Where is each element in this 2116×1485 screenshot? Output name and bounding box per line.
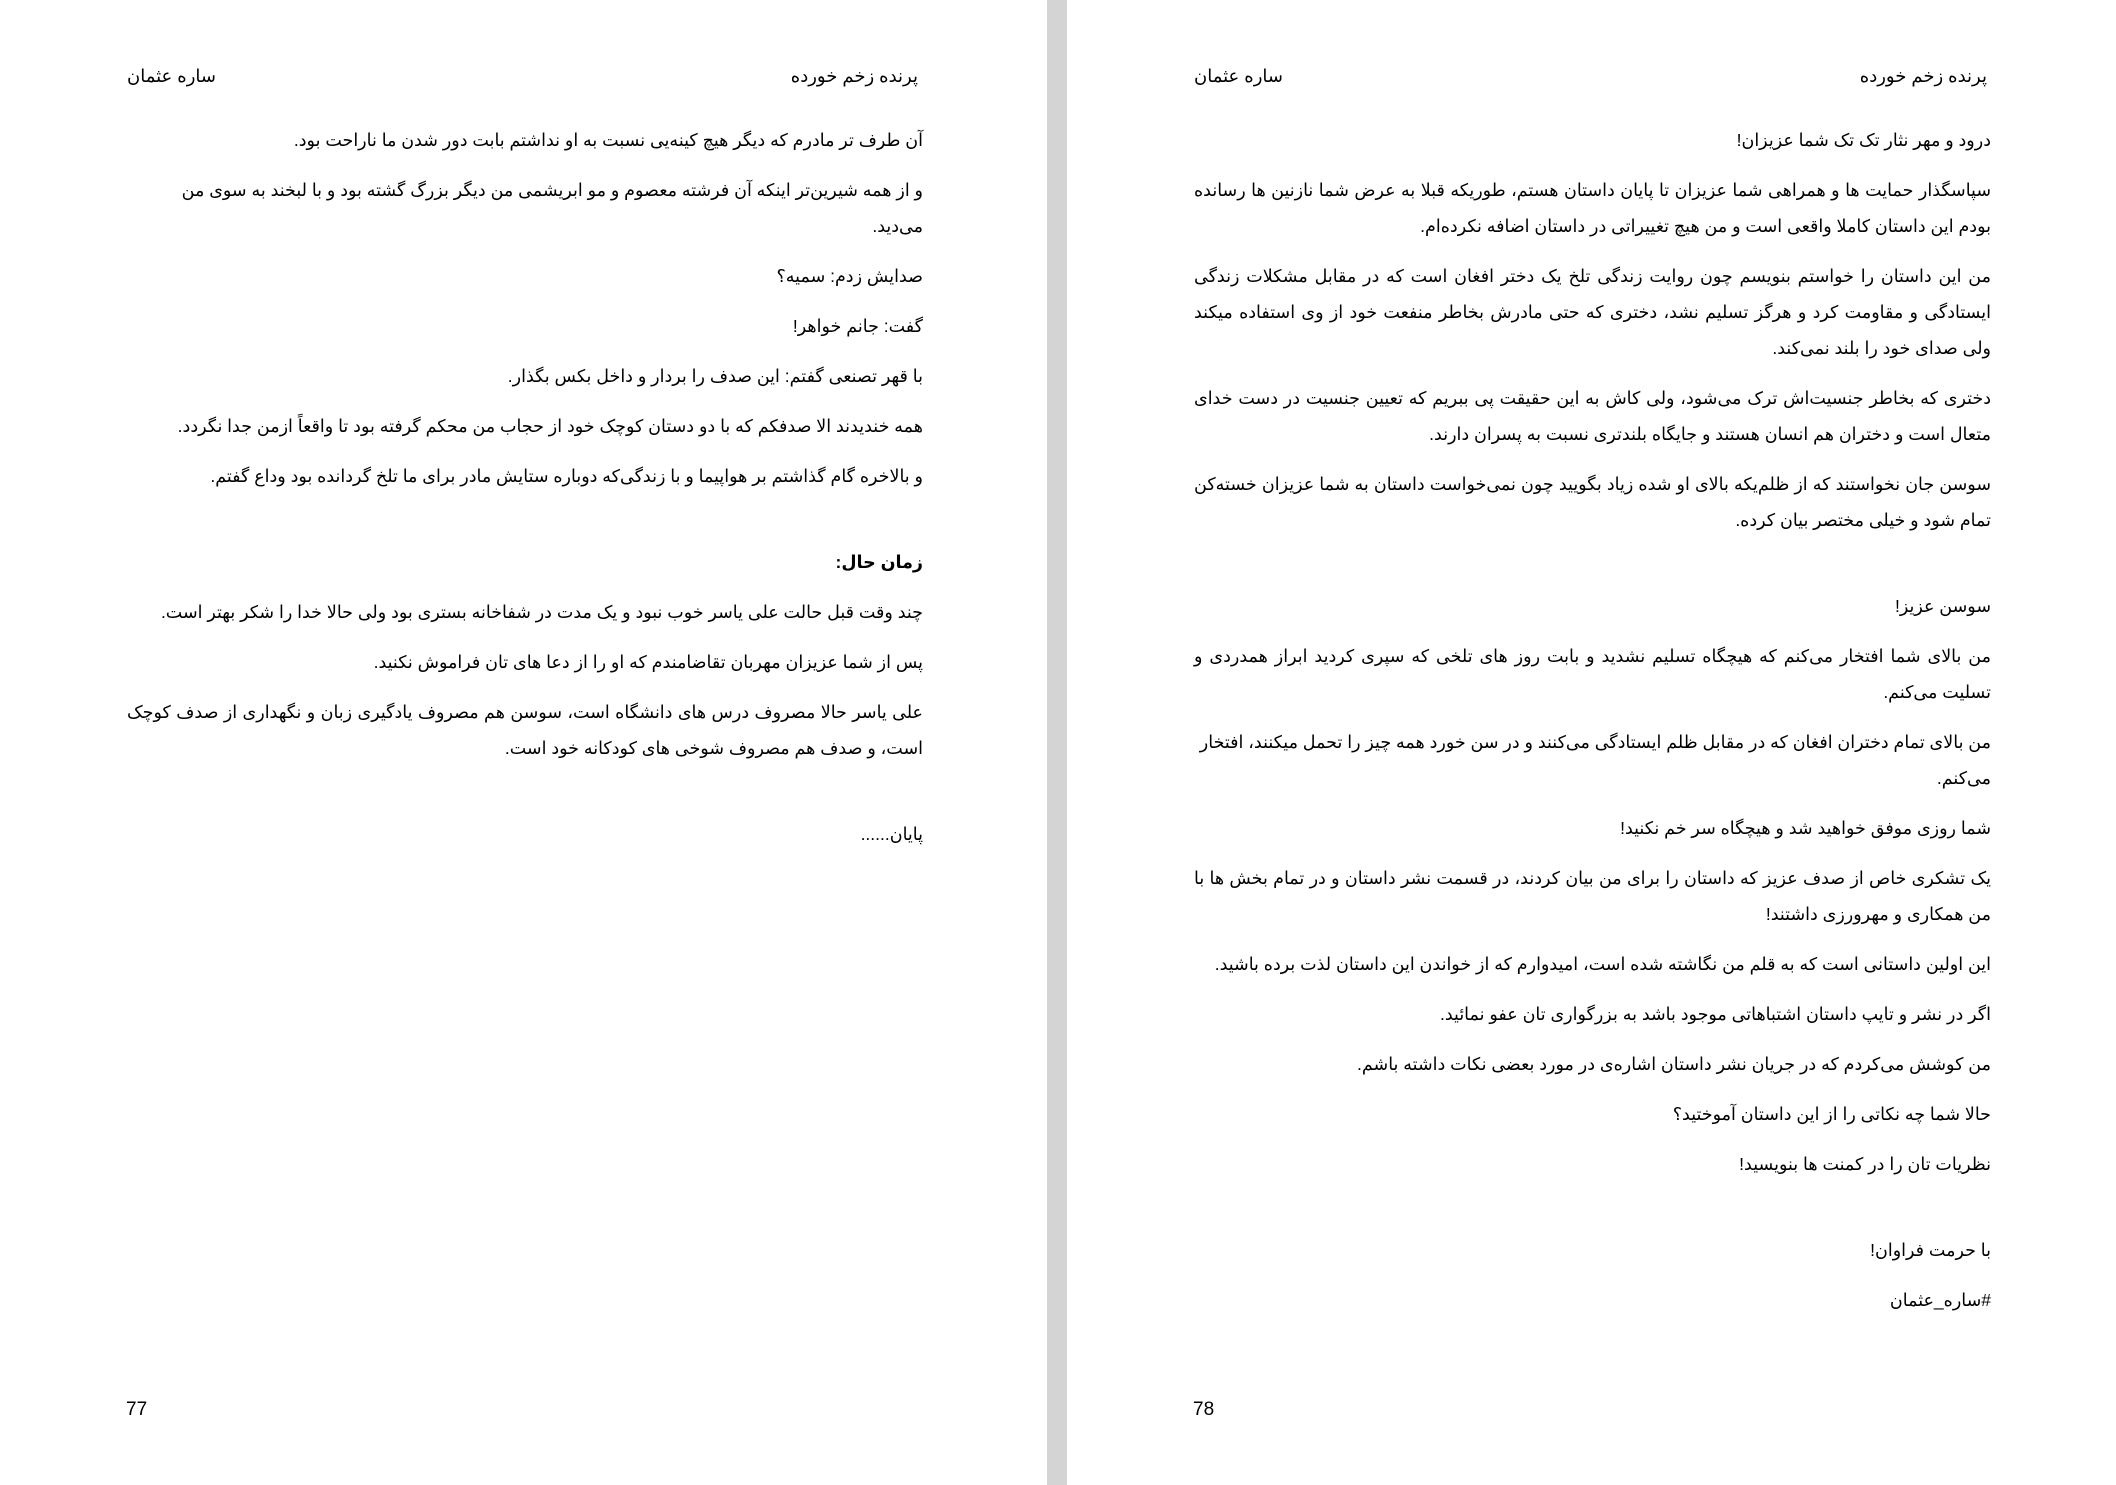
paragraph: من کوشش می‌کردم که در جریان نشر داستان اشاره‌ی در مورد بعضی نکات داشته باشم.	[1357, 1054, 1991, 1074]
signature-hashtag: #ساره_عثمان	[1889, 1290, 1991, 1310]
paragraph: با قهر تصنعی گفتم: این صدف را بردار و داخل بکس بگذار.	[507, 366, 923, 386]
section-heading: زمان حال:	[835, 552, 923, 572]
page-gutter	[1047, 0, 1067, 1485]
page-78	[1067, 0, 2116, 1485]
paragraph: سوسن عزیز!	[1894, 596, 1991, 616]
paragraph: من این داستان را خواستم بنویسم چون روایت زندگی تلخ یک دختر افغان است که در مقابل مشکلات زندگی ایستادگی و مقاومت کرد و هرگز تسلیم نشد، دختری که حتی مادرش بخاطر منفعت خود از وی استفاده میکند ولی صدای خود را بلند نمی‌کند.	[1194, 266, 1991, 358]
paragraph: دختری که بخاطر جنسیت‌اش ترک می‌شود، ولی کاش به این حقیقت پی ببریم که تعیین جنسیت در دست خدای متعال است و دختران هم انسان هستند و جایگاه بلندتری نسبت به پسران دارند.	[1194, 388, 1991, 444]
paragraph: یک تشکری خاص از صدف عزیز که داستان را برای من بیان کردند، در قسمت نشر داستان و در تمام بخش ها با من همکاری و مهرورزی داشتند!	[1194, 868, 1991, 924]
paragraph: آن طرف تر مادرم که دیگر هیچ کینه‌یی نسبت به او نداشتم بابت دور شدن ما ناراحت بود.	[293, 130, 923, 150]
closing: با حرمت فراوان!	[1870, 1240, 1991, 1260]
paragraph: شما روزی موفق خواهید شد و هیچگاه سر خم نکنید!	[1620, 818, 1991, 838]
paragraph: من بالای تمام دختران افغان که در مقابل ظلم ایستادگی می‌کنند و در سن خورد همه چیز را تحمل میکنند، افتخار می‌کنم.	[1199, 732, 1991, 788]
paragraph: گفت: جانم خواهر!	[792, 316, 923, 336]
page-number: 77	[126, 1399, 148, 1420]
page-number: 78	[1193, 1399, 1215, 1420]
paragraph: من بالای شما افتخار می‌کنم که هیچگاه تسلیم نشدید و بابت روز های تلخی که سپری کردید ابراز همدردی و تسلیت می‌کنم.	[1194, 646, 1991, 702]
paragraph: اگر در نشر و تایپ داستان اشتباهاتی موجود باشد به بزرگواری تان عفو نمائید.	[1439, 1004, 1991, 1024]
paragraph: نظریات تان را در کمنت ها بنویسید!	[1739, 1154, 1991, 1174]
end-marker: پایان......	[860, 824, 923, 844]
spacer	[1194, 1196, 1991, 1232]
page-body	[1194, 122, 1991, 1332]
paragraph: چند وقت قبل حالت علی یاسر خوب نبود و یک مدت در شفاخانه بستری بود ولی حالا خدا را شکر بهتر است.	[160, 602, 923, 622]
spacer	[127, 780, 923, 816]
paragraph: علی یاسر حالا مصروف درس های دانشگاه است، سوسن هم مصروف یادگیری زبان و نگهداری از صدف کوچک است، و صدف هم مصروف شوخی های کودکانه خود است.	[127, 702, 923, 758]
page-body	[127, 122, 923, 866]
header-author-name: ساره عثمان	[127, 66, 216, 86]
paragraph: و بالاخره گام گذاشتم بر هواپیما و با زندگی‌که دوباره ستایش مادر برای ما تلخ گردانده بود وداع گفتم.	[210, 466, 923, 486]
paragraph: صدایش زدم: سمیه؟	[776, 266, 923, 286]
header-book-title: پرنده زخم خورده	[1859, 66, 1987, 86]
paragraph: پس از شما عزیزان مهربان تقاضامندم که او را از دعا های تان فراموش نکنید.	[373, 652, 923, 672]
paragraph: درود و مهر نثار تک تک شما عزیزان!	[1736, 130, 1991, 150]
spacer	[127, 508, 923, 544]
paragraph: همه خندیدند الا صدفکم که با دو دستان کوچک خود از حجاب من محکم گرفته بود تا واقعاً ازمن جدا نگردد.	[177, 416, 923, 436]
paragraph: و از همه شیرین‌تر اینکه آن فرشته معصوم و مو ابریشمی من دیگر بزرگ گشته بود و با لبخند به سوی من می‌دید.	[181, 180, 923, 236]
header-author-name: ساره عثمان	[1194, 66, 1283, 86]
paragraph: سوسن جان نخواستند که از ظلم‌یکه بالای او شده زیاد بگویید چون نمی‌خواست داستان به شما عزیزان خسته‌کن تمام شود و خیلی مختصر بیان کرده.	[1194, 474, 1991, 530]
header-book-title: پرنده زخم خورده	[790, 66, 918, 86]
page-77	[0, 0, 1047, 1485]
paragraph: این اولین داستانی است که به قلم من نگاشته شده است، امیدوارم که از خواندن این داستان لذت برده باشید.	[1214, 954, 1991, 974]
paragraph: سپاسگذار حمایت ها و همراهی شما عزیزان تا پایان داستان هستم، طوریکه قبلا به عرض شما نازنین ها رسانده بودم این داستان کاملا واقعی است و من هیچ تغییراتی در داستان اضافه نکرده‌ام.	[1194, 180, 1991, 236]
spacer	[1194, 552, 1991, 588]
paragraph: حالا شما چه نکاتی را از این داستان آموختید؟	[1672, 1104, 1991, 1124]
